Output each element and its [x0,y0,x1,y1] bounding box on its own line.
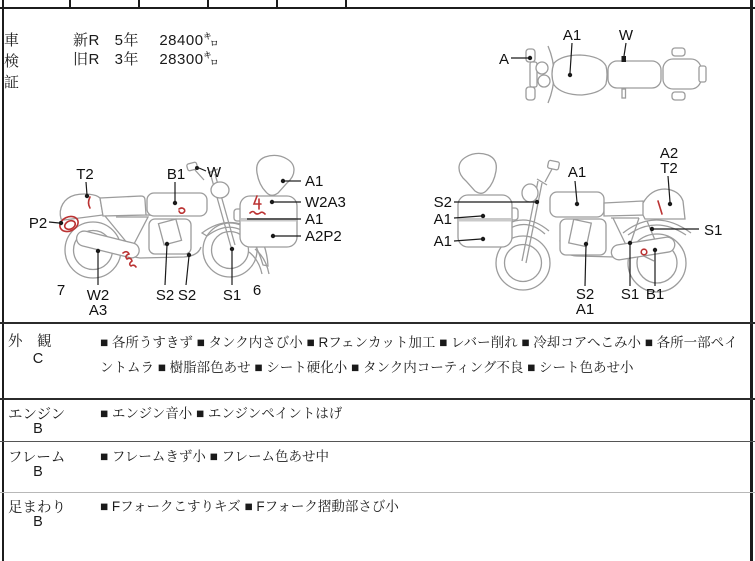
marker-label-a1-side-top: A1 [433,211,452,228]
fuel-tank [147,193,207,216]
shaken-line-old [73,48,219,69]
shaken-line-new [73,29,219,50]
marker-label-p2: P2 [28,215,48,232]
section-rule-engine [0,398,755,400]
pointer-w [199,168,206,171]
tail-cowl-top [663,59,701,89]
shaken-old-reg: 旧R [73,51,100,68]
section-exterior-grade: C [32,351,44,367]
section-undercarriage-items: ■ Fフォークこすりキズ ■ Fフォーク摺動部さび小 [100,499,399,514]
pointer-a1-side-bottom-dot [481,237,485,241]
diagram-side-view-left [425,145,755,318]
marker-label-t2: T2 [76,166,94,183]
marker-label-part-a1-top: A1 [305,173,324,190]
section-frame-items: ■ フレームきず小 ■ フレーム色あせ中 [100,449,329,464]
section-exterior-items: ■ 各所うすきず ■ タンク内さび小 ■ Rフェンカット加工 ■ レバー削れ ■ 冷却コアへこみ小 ■ 各所一部ペイントムラ ■ 樹脂部色あせ ■ シート硬化小 ■ タンク内コーティング不良 ■ シート色あせ小 [100,335,738,375]
pointer-s2b-dot [187,253,191,257]
toprow-bottom-rule [0,7,755,9]
section-rule-undercarriage [0,492,755,493]
mirror-right-icon [538,75,550,87]
tail-light [699,66,706,82]
section-engine-items: ■ エンジン音小 ■ エンジンペイントはげ [100,406,343,421]
seat [100,196,146,216]
handlebar-grip-right [526,87,535,100]
marker-label-b1: B1 [166,166,186,183]
pointer-s1-dot [230,247,234,251]
section-engine-label: エンジン [8,407,66,423]
pointer-b1-dot [653,248,657,252]
section-exterior-label: 外 観 [8,334,52,350]
marker-label-a: A [498,51,510,68]
diagram-top-view [480,28,750,120]
tail-cowl [643,189,685,219]
diagram-side-view-right [28,152,348,317]
pointer-a2t2-dot [668,202,672,206]
marker-label-6: 6 [252,282,262,299]
shaken-label: 車検証 [4,32,20,91]
mirror-stalk [545,169,552,182]
marker-label-part-a2p2: A2P2 [305,228,342,245]
marker-label-part-a1-mid: A1 [305,211,324,228]
toprow-divider [276,0,278,7]
tail-cowl [60,194,103,220]
rear-peg-right [672,92,685,100]
section-rule-frame [0,441,755,442]
pointer-s2-side-dot [535,200,539,204]
pointer-t2 [86,182,87,195]
toprow-divider [138,0,140,7]
marker-label-a1-bottom: A1 [575,301,595,318]
pointer-s1-right-dot [650,227,654,231]
rear-fender [623,220,691,235]
pointer-p2 [49,222,59,223]
frame-tab [622,89,626,98]
pointer-a-dot [528,56,532,60]
headlight [211,182,229,198]
headlight [522,184,538,202]
toprow-divider [69,0,71,7]
toprow-divider [207,0,209,7]
pointer-p2-dot [59,221,63,225]
pointer-a1-side-top-dot [481,214,485,218]
seat-top [608,61,661,88]
pointer-w-dot [195,166,199,170]
section-rule-top [0,322,755,324]
shaken-old-years: 3年 [114,51,140,68]
marker-label-a1: A1 [562,27,582,44]
pointer-s1-bottom-dot [628,241,632,245]
marker-label-s2-bottom: S2 [575,286,595,303]
marker-label-s1: S1 [222,287,242,304]
pointer-w-mark [622,56,627,62]
section-engine-grade: B [33,421,43,437]
muffler [75,229,141,259]
marker-label-a2: A2 [659,145,679,162]
marker-label-a3: A3 [88,302,108,319]
marker-label-part-w2a3: W2A3 [305,194,346,211]
shaken-old-odometer: 28300㌔ [159,51,220,68]
rear-peg-left [672,48,685,56]
shaken-new-reg: 新R [73,32,100,49]
pointer-part-a1-top-dot [281,179,285,183]
fuel-tank-top [552,55,607,95]
pointer-part-w2a3-dot [270,200,274,204]
shaken-new-odometer: 28400㌔ [159,32,220,49]
marker-label-w: W [206,164,222,181]
marker-label-a1-side-bottom: A1 [433,233,452,250]
part-upper-cowl [459,153,496,193]
pointer-a1-tank-dot [575,202,579,206]
toprow-divider [345,0,347,7]
section-undercarriage-label: 足まわり [8,500,66,516]
section-frame-label: フレーム [8,450,66,466]
marker-label-s2-side: S2 [433,194,452,211]
front-wheel-rim [505,245,542,282]
marker-label-w: W [618,27,634,44]
pointer-s2a-dot [165,242,169,246]
marker-label-a1-tank: A1 [567,164,587,181]
pointer-w2a3-dot [96,249,100,253]
seat [604,201,645,216]
marker-label-t2: T2 [660,160,678,177]
part-band [459,218,511,222]
pointer-b1-dot [173,201,177,205]
marker-label-b1: B1 [645,286,665,303]
pointer-s2b [186,256,189,285]
mirror-left-icon [536,62,548,74]
marker-label-s2a: S2 [155,287,175,304]
marker-label-s1-right: S1 [704,222,723,239]
muffler [610,236,676,261]
marker-label-w2: W2 [86,287,110,304]
pointer-s2a1-bottom-dot [584,242,588,246]
shaken-new-years: 5年 [114,32,140,49]
pointer-a1-dot [568,73,572,77]
marker-label-s2b: S2 [177,287,197,304]
pointer-part-a2p2-dot [271,234,275,238]
section-frame-grade: B [33,464,43,480]
part-upper-cowl [257,155,294,195]
marker-label-s1-bottom: S1 [620,286,640,303]
section-undercarriage-grade: B [33,514,43,530]
mirror-icon [547,160,559,170]
pointer-t2-dot [85,194,89,198]
pointer-w [624,43,626,56]
mirror-stalk [195,170,204,180]
marker-label-7: 7 [56,282,66,299]
